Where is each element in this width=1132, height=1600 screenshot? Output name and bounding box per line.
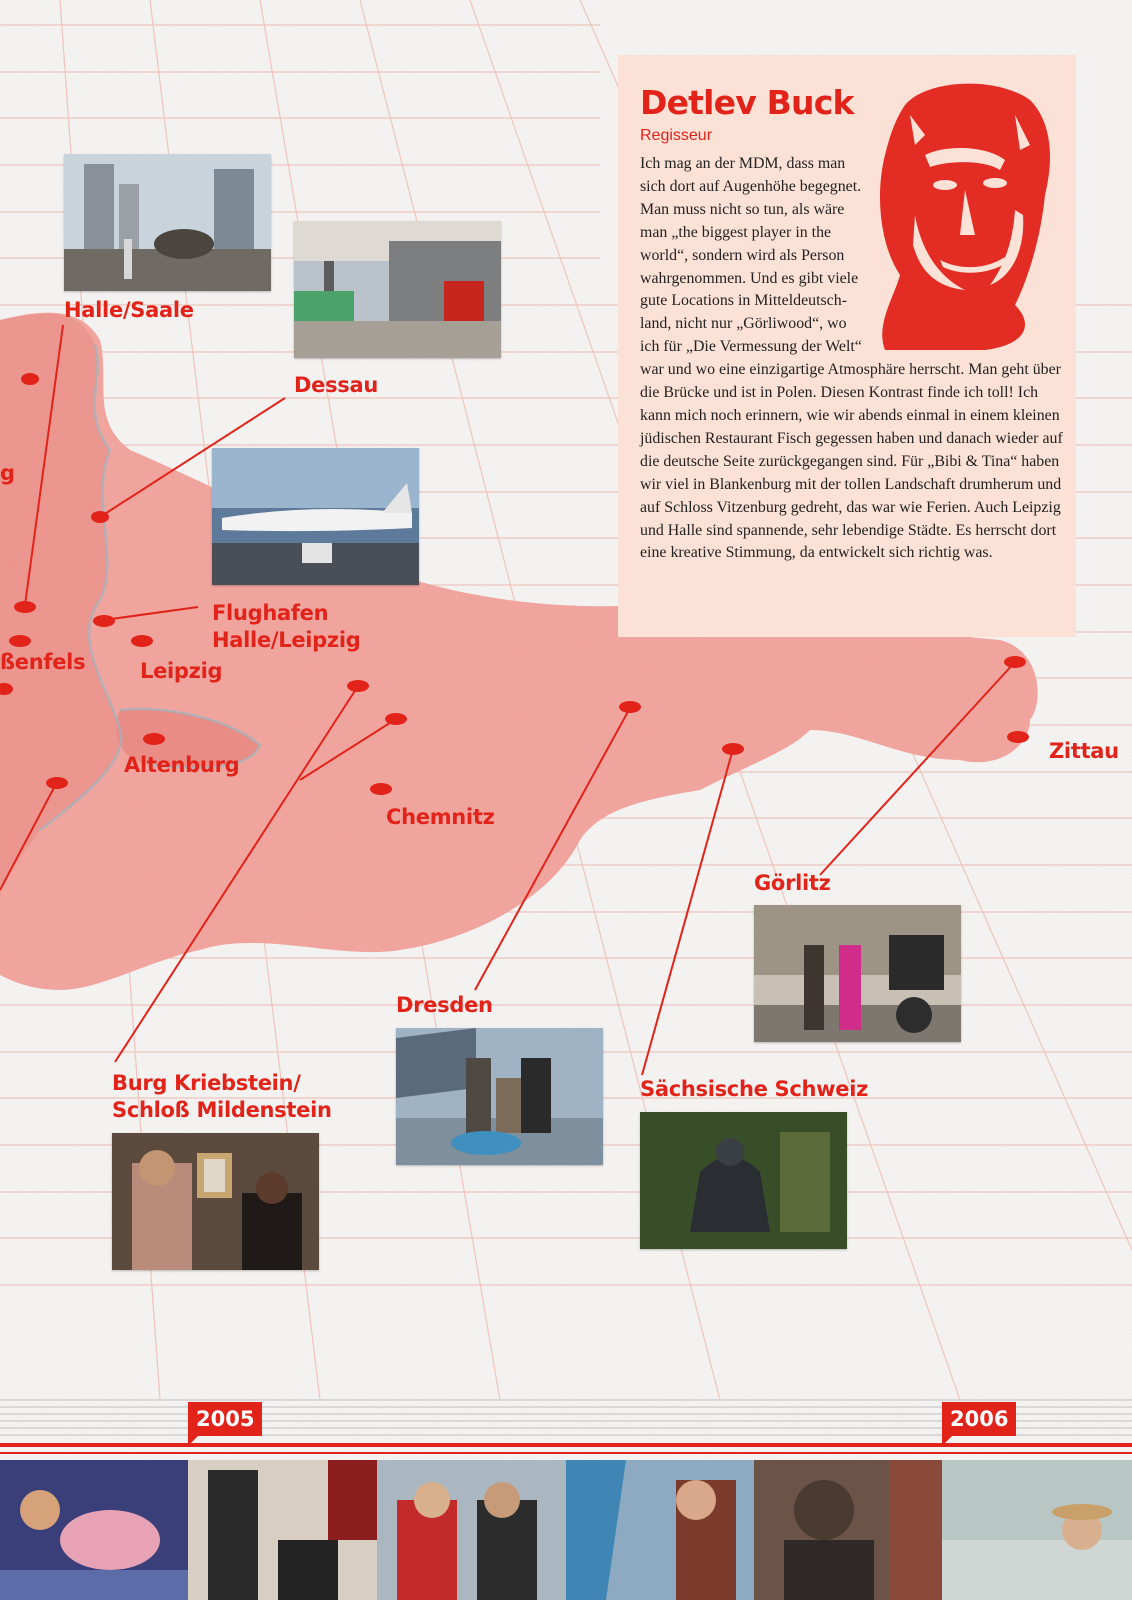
dot-schweiz <box>722 743 744 755</box>
film-still-couple <box>377 1460 566 1600</box>
label-saechsische-schweiz: Sächsische Schweiz <box>640 1077 869 1101</box>
quote-name: Detlev Buck <box>640 83 854 122</box>
film-stills-strip <box>0 1460 1132 1600</box>
label-weissenfels: ßenfels <box>0 650 86 674</box>
film-still-car <box>942 1460 1132 1600</box>
dot-kriebstein-a <box>347 680 369 692</box>
dot-halle <box>21 373 39 385</box>
dot-d <box>46 777 68 789</box>
dessau-bauhaus-photo <box>294 221 501 358</box>
dot-zittau <box>1007 731 1029 743</box>
label-flughafen-line2: Halle/Leipzig <box>212 628 361 653</box>
halle-wolf-photo <box>64 154 271 291</box>
castle-interior-photo <box>112 1133 319 1270</box>
label-zittau: Zittau <box>1049 739 1119 763</box>
dot-altenburg <box>143 733 165 745</box>
label-kriebstein-line2: Schloß Mildenstein <box>112 1098 332 1123</box>
label-leipzig: Leipzig <box>140 659 223 683</box>
label-halle: Halle/Saale <box>64 298 194 322</box>
film-still-smoker <box>754 1460 942 1600</box>
quote-panel <box>618 55 1076 637</box>
dot-dessau <box>91 511 109 523</box>
label-flughafen-line1: Flughafen <box>212 601 329 625</box>
label-dessau: Dessau <box>294 373 378 397</box>
dot-b <box>9 635 31 647</box>
quote-text <box>640 153 1065 565</box>
goerlitz-street-photo <box>754 905 961 1042</box>
dot-dresden <box>619 701 641 713</box>
label-altenburg: Altenburg <box>124 753 240 777</box>
film-still-animated <box>0 1460 188 1600</box>
label-chemnitz: Chemnitz <box>386 805 495 829</box>
label-goerlitz: Görlitz <box>754 871 831 895</box>
label-kriebstein <box>112 1070 332 1125</box>
year-tag-2006: 2006 <box>942 1402 1016 1436</box>
dresden-bridge-photo <box>396 1028 603 1165</box>
year-tag-2005: 2005 <box>188 1402 262 1436</box>
dot-kriebstein-b <box>385 713 407 725</box>
dot-chemnitz <box>370 783 392 795</box>
dot-flughafen <box>93 615 115 627</box>
label-flughafen <box>212 600 360 655</box>
film-still-uniform <box>188 1460 377 1600</box>
dot-leipzig <box>131 635 153 647</box>
label-kriebstein-line1: Burg Kriebstein/ <box>112 1071 301 1095</box>
quote-text-body: Ich mag an der MDM, dass man sich dort auf Augenhöhe begegnet. Man muss nicht so tun, als wäre man „the biggest player in the world“, sondern wird als Person wahrgenommen. Und es gibt viele gute Locations in Mitteldeutschland, nicht nur „Görliwood“, wo ich für „Die Vermessung der Welt“ war und wo eine einzigartige Atmosphäre herrscht. Man geht über die Brücke und ist in Polen. Diesen Kontrast finde ich toll! Ich kann mich noch erinnern, wie wir abends einmal in einem kleinen jüdischen Restaurant Fisch gegessen haben und danach wieder auf die deutsche Seite zurückgegangen sind. Für „Bibi & Tina“ haben wir viel in Blankenburg mit der tollen Landschaft drumherum und auf Schloss Vitzenburg gedreht, das war wie Ferien. Auch Leipzig und Halle sind spannende, sehr lebendige Städte. Es herrscht dort eine kreative Stimmung, da entwickelt sich richtig was. <box>640 155 1063 562</box>
label-dresden: Dresden <box>396 993 493 1017</box>
forest-figure-photo <box>640 1112 847 1249</box>
dot-goerlitz <box>1004 656 1026 668</box>
quote-role: Regisseur <box>640 127 713 144</box>
label-partial-g: g <box>0 461 15 485</box>
film-still-balcony <box>566 1460 754 1600</box>
airport-plane-photo <box>212 448 419 585</box>
dot-a <box>14 601 36 613</box>
